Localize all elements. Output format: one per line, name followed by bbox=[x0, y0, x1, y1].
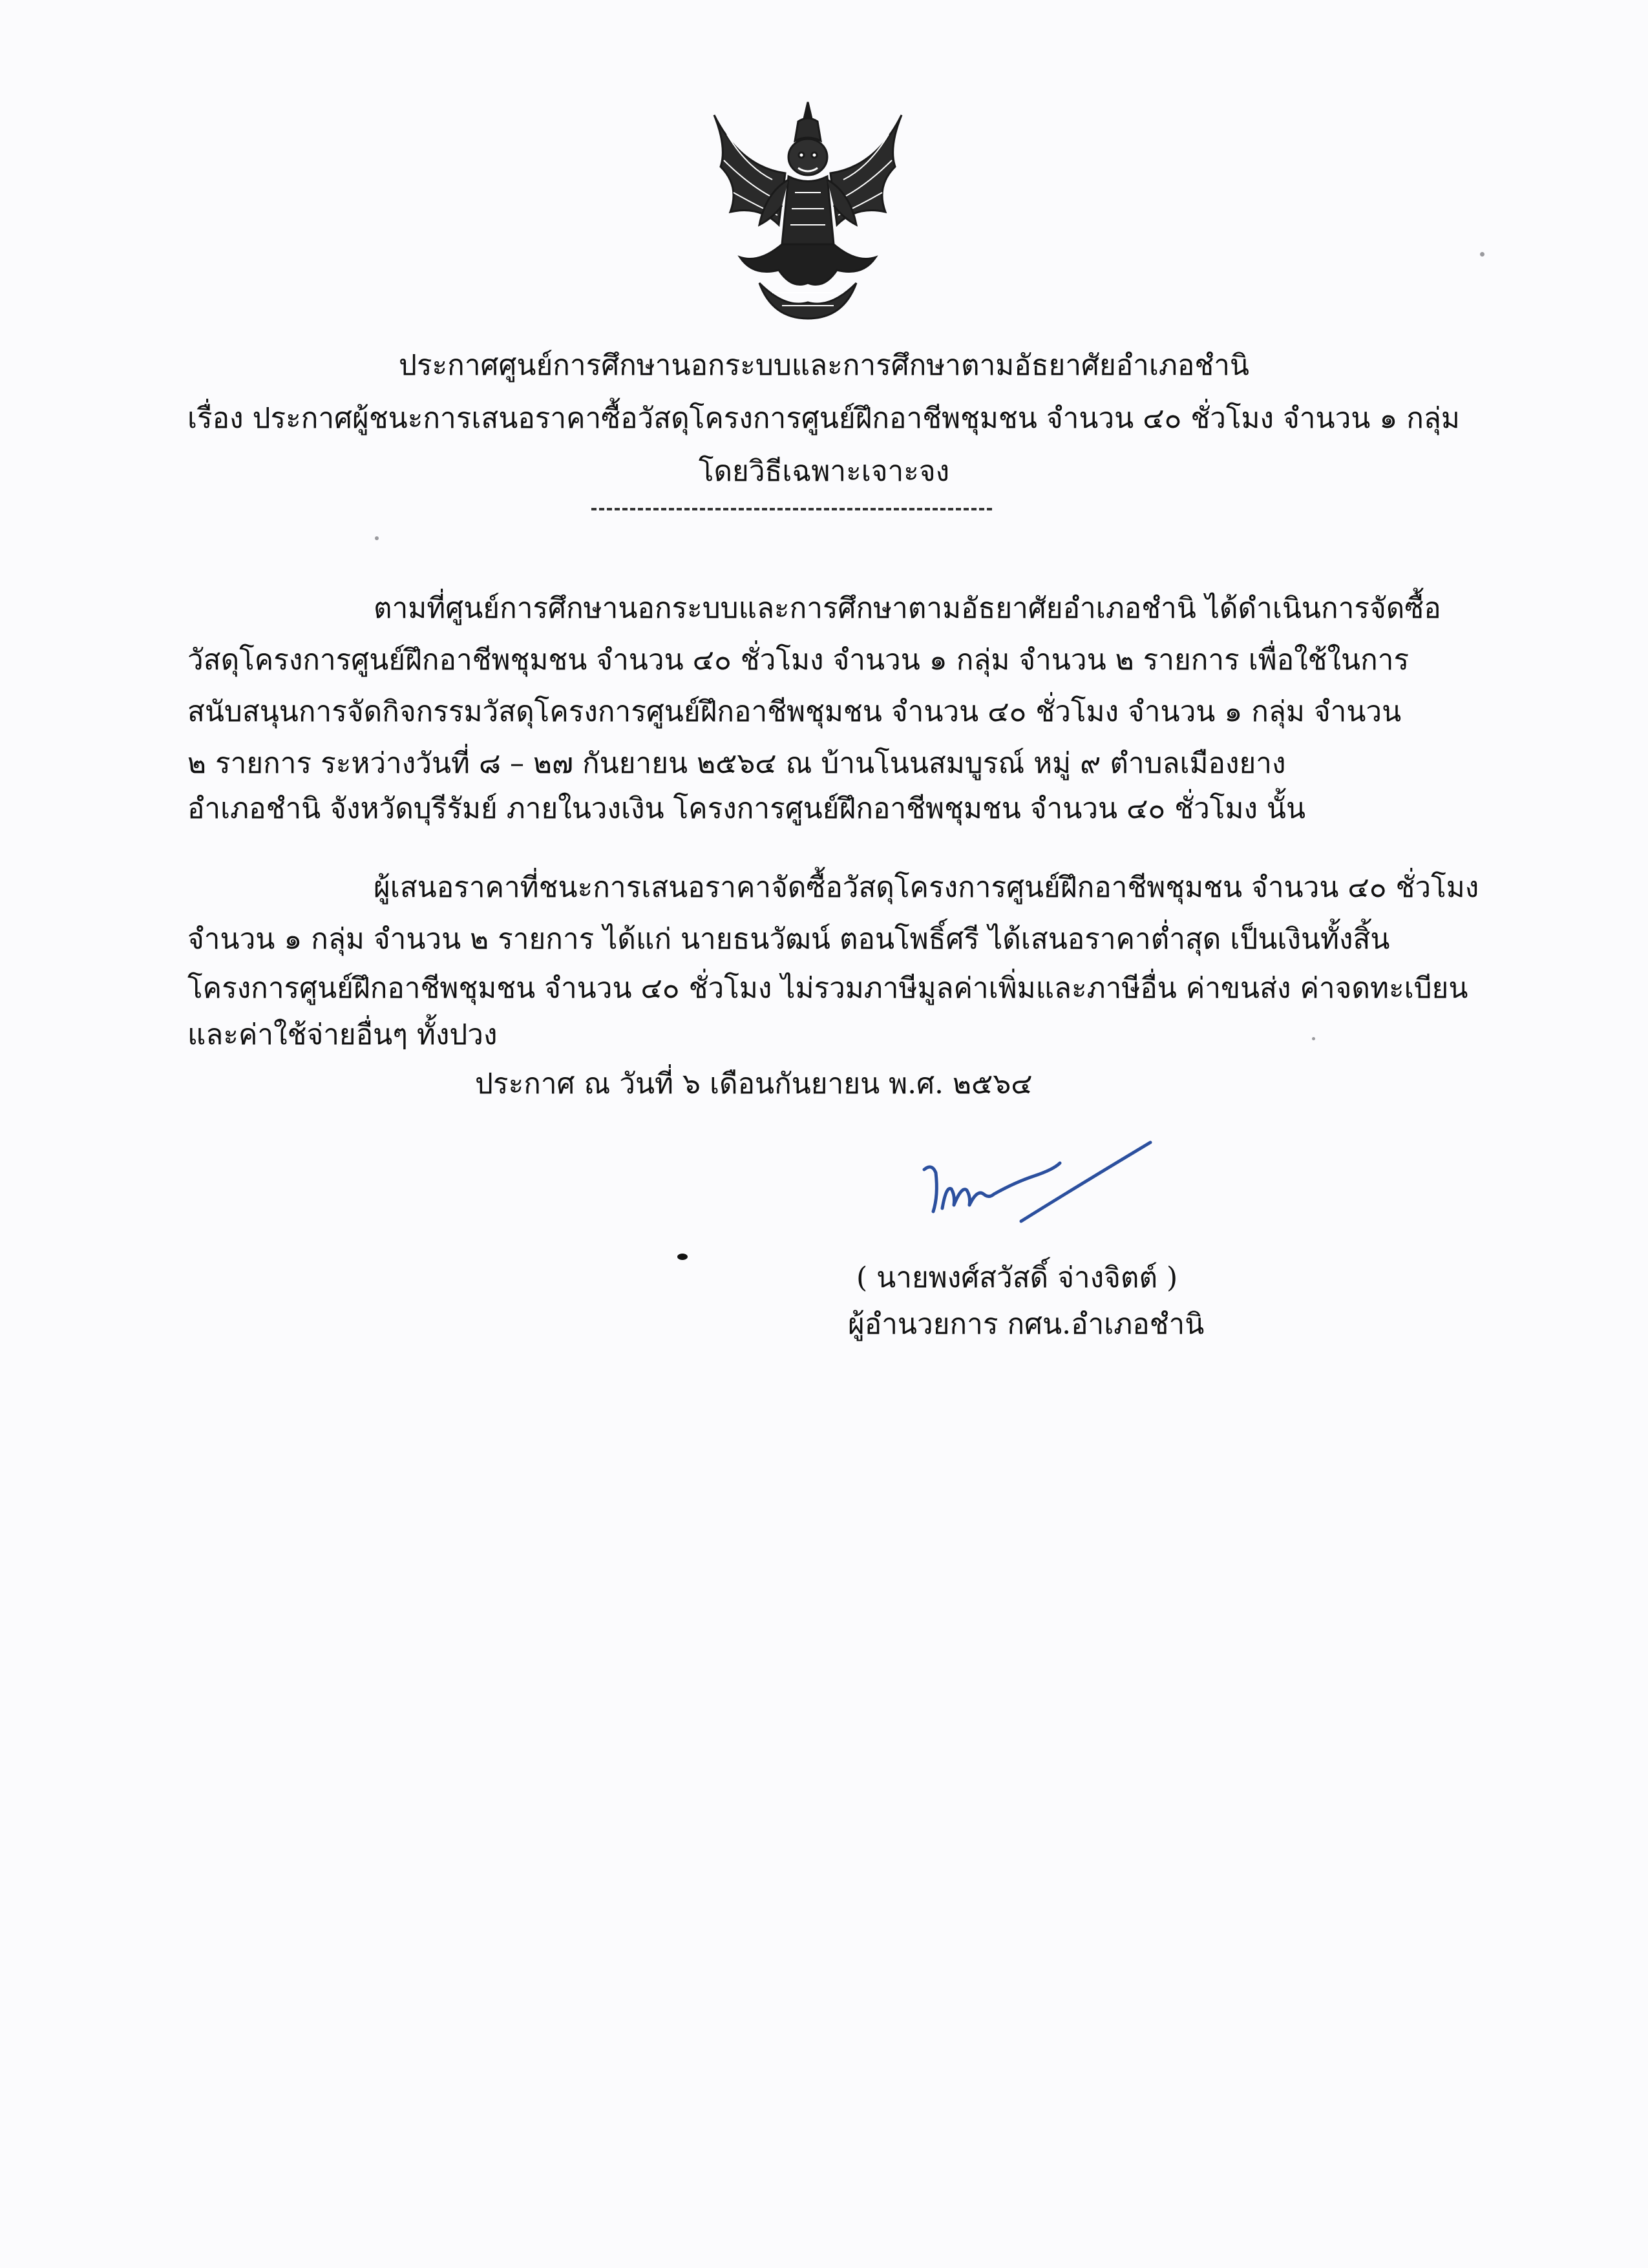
scan-speck bbox=[1312, 1037, 1315, 1040]
title-divider bbox=[591, 508, 992, 510]
announcement-subject: เรื่อง ประกาศผู้ชนะการเสนอราคาซื้อวัสดุโครงการศูนย์ฝึกอาชีพชุมชน จำนวน ๔๐ ชั่วโมง จำนวน ๑ กลุ่ม bbox=[187, 402, 1460, 435]
paragraph-1-line-3: สนับสนุนการจัดกิจกรรมวัสดุโครงการศูนย์ฝึกอาชีพชุมชน จำนวน ๔๐ ชั่วโมง จำนวน ๑ กลุ่ม จำนวน bbox=[187, 695, 1402, 728]
announcement-date: ประกาศ ณ วันที่ ๖ เดือนกันยายน พ.ศ. ๒๕๖๔ bbox=[475, 1067, 1033, 1100]
announcement-title: ประกาศศูนย์การศึกษานอกระบบและการศึกษาตามอัธยาศัยอำเภอชำนิ bbox=[398, 349, 1250, 382]
garuda-emblem-icon bbox=[701, 96, 914, 328]
paragraph-1-line-1: ตามที่ศูนย์การศึกษานอกระบบและการศึกษาตามอัธยาศัยอำเภอชำนิ ได้ดำเนินการจัดซื้อ bbox=[374, 592, 1441, 625]
ink-dot bbox=[677, 1254, 688, 1260]
announcement-method: โดยวิธีเฉพาะเจาะจง bbox=[698, 455, 950, 488]
scan-speck bbox=[1480, 252, 1484, 257]
paragraph-2-line-4: และค่าใช้จ่ายอื่นๆ ทั้งปวง bbox=[187, 1018, 498, 1051]
scan-speck bbox=[375, 536, 379, 540]
paragraph-2-line-3: โครงการศูนย์ฝึกอาชีพชุมชน จำนวน ๔๐ ชั่วโมง ไม่รวมภาษีมูลค่าเพิ่มและภาษีอื่น ค่าขนส่ง ค่าจดทะเบียน bbox=[187, 972, 1468, 1005]
signature-mark bbox=[905, 1124, 1163, 1228]
paragraph-1-line-4: ๒ รายการ ระหว่างวันที่ ๘ – ๒๗ กันยายน ๒๕๖๔ ณ บ้านโนนสมบูรณ์ หมู่ ๙ ตำบลเมืองยาง bbox=[187, 747, 1286, 780]
paragraph-1-line-5: อำเภอชำนิ จังหวัดบุรีรัมย์ ภายในวงเงิน โครงการศูนย์ฝึกอาชีพชุมชน จำนวน ๔๐ ชั่วโมง นั้น bbox=[187, 792, 1306, 825]
paragraph-1-line-2: วัสดุโครงการศูนย์ฝึกอาชีพชุมชน จำนวน ๔๐ ชั่วโมง จำนวน ๑ กลุ่ม จำนวน ๒ รายการ เพื่อใช้ในการ bbox=[187, 644, 1410, 677]
signer-title: ผู้อำนวยการ กศน.อำเภอชำนิ bbox=[848, 1308, 1205, 1341]
paragraph-2-line-1: ผู้เสนอราคาที่ชนะการเสนอราคาจัดซื้อวัสดุโครงการศูนย์ฝึกอาชีพชุมชน จำนวน ๔๐ ชั่วโมง bbox=[374, 871, 1479, 904]
signer-name: ( นายพงศ์สวัสดิ์ จ่างจิตต์ ) bbox=[856, 1261, 1178, 1294]
paragraph-2-line-2: จำนวน ๑ กลุ่ม จำนวน ๒ รายการ ได้แก่ นายธนวัฒน์ ตอนโพธิ์ศรี ได้เสนอราคาต่ำสุด เป็นเงินทั้งสิ้น bbox=[187, 923, 1390, 956]
